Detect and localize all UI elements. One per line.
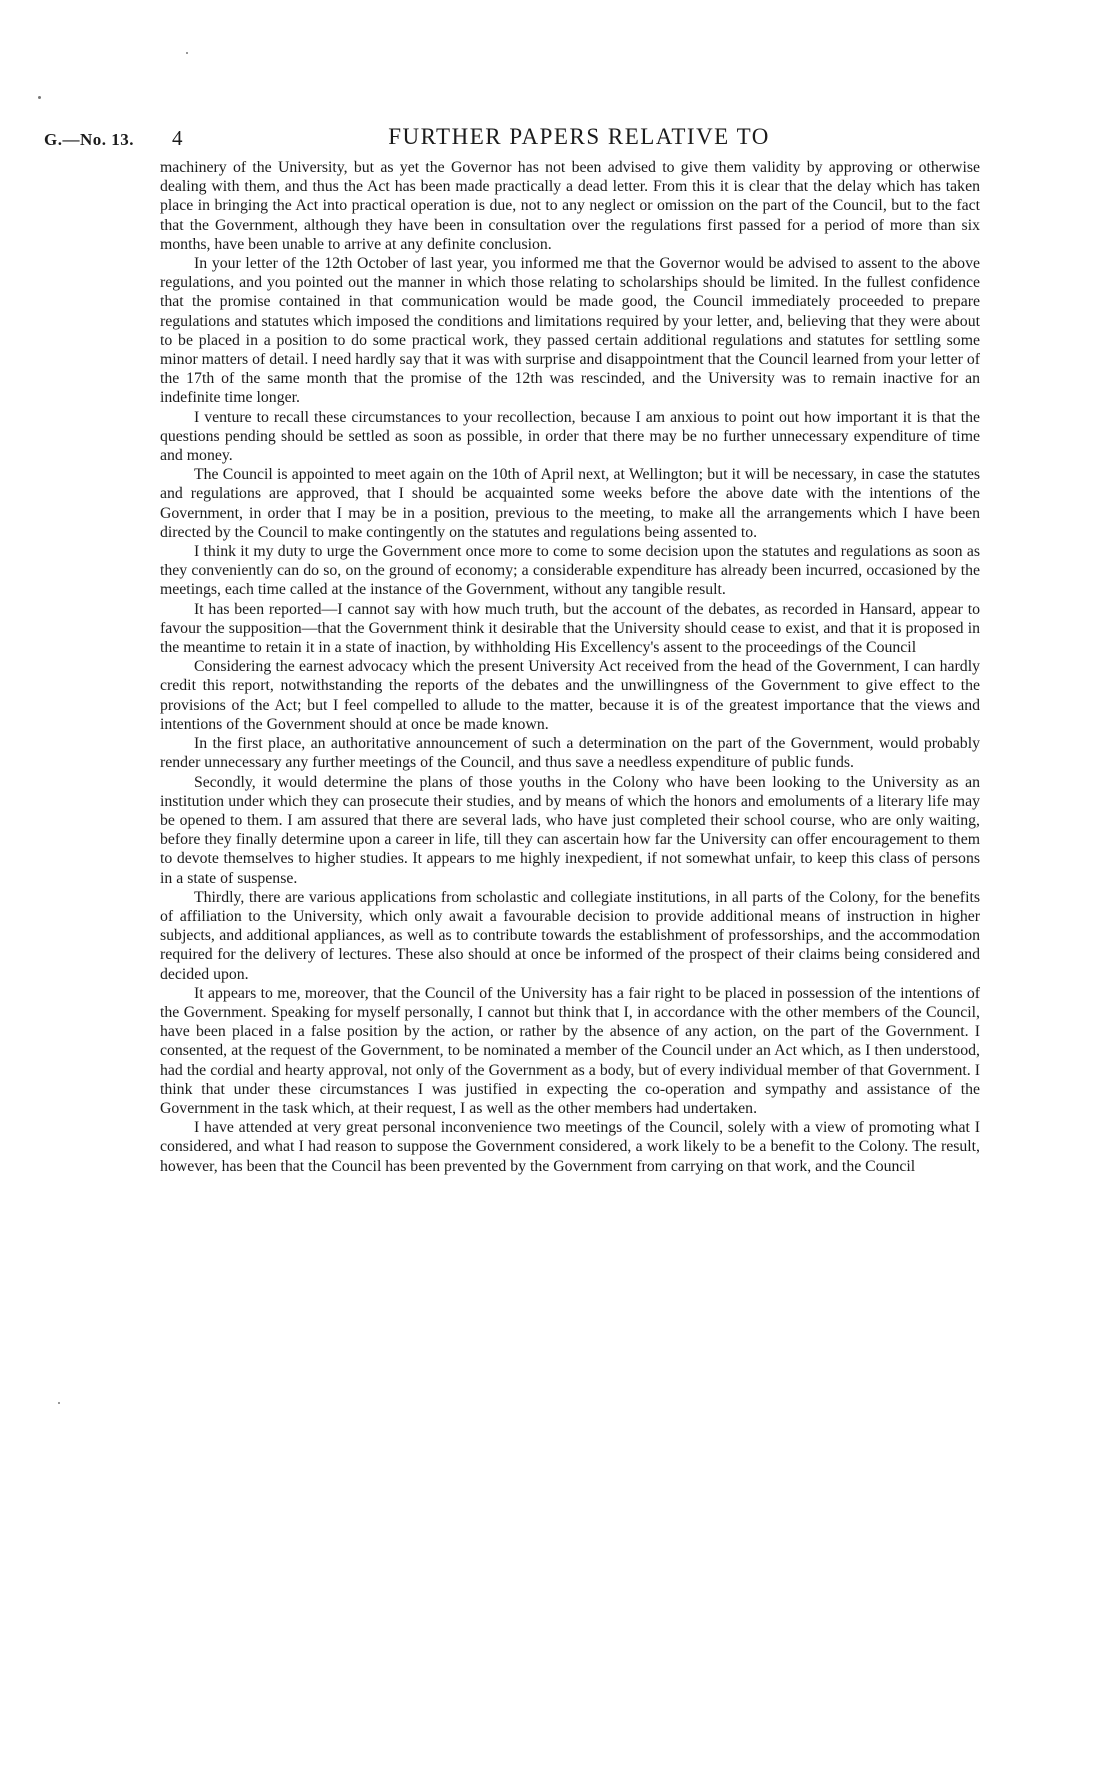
paragraph-4: The Council is appointed to meet again on the 10th of April next, at Wellington; but it will be necessary, in case the statutes and regulations are approved, that I should be acquainted some weeks before the above date with the intentions of the Government, in order that I may be in a position, previous to the meeting, to make all the arrangements which I have been directed by the Council to make contingently on the statutes and regulations being assented to. (160, 466, 980, 541)
paper-speck (38, 96, 41, 99)
paragraph-8: In the first place, an authoritative announcement of such a determination on the part of the Government, would probably render unnecessary any further meetings of the Council, and thus save a needless expenditure of public funds. (160, 735, 980, 772)
paragraph-6: It has been reported—I cannot say with how much truth, but the account of the debates, as recorded in Hansard, appear to favour the supposition—that the Government think it desirable that the University should cease to exist, and that it is proposed in the meantime to retain it in a state of inaction, by withholding His Excellency's assent to the proceedings of the Council (160, 600, 980, 657)
document-reference: G.—No. 13. (44, 130, 134, 149)
paragraph-1: machinery of the University, but as yet the Governor has not been advised to give them validity by approving or otherwise dealing with them, and thus the Act has been made practically a dead letter. From this it is clear that the delay which has taken place in bringing the Act into practical operation is due, not to any neglect or omission on the part of the Council, but to the fact that the Government, although they have been in consultation over the regulations first passed for a period of more than six months, have been unable to arrive at any definite conclusion. (160, 159, 980, 253)
paragraph-12: I have attended at very great personal inconvenience two meetings of the Council, solely with a view of promoting what I considered, and what I had reason to suppose the Government considered, a work likely to be a benefit to the Colony. The result, however, has been that the Council has been prevented by the Government from carrying on that work, and the Council (160, 1119, 980, 1175)
paragraph-3: I venture to recall these circumstances to your recollection, because I am anxious to point out how important it is that the questions pending should be settled as soon as possible, in order that there may be no further unnecessary expenditure of time and money. (160, 408, 980, 465)
paragraph-7: Considering the earnest advocacy which the present University Act received from the head of the Government, I can hardly credit this report, notwithstanding the reports of the debates and the unwillingness of the Government to give effect to the provisions of the Act; but I feel compelled to allude to the matter, because it is of the greatest importance that the views and intentions of the Government should at once be made known. (160, 658, 980, 733)
paragraph-9: Secondly, it would determine the plans of those youths in the Colony who have been looking to the University as an institution under which they can prosecute their studies, and by means of which the honors and emoluments of a literary life may be opened to them. I am assured that there are several lads, who have just completed their school course, who are only waiting, before they finally determine upon a career in life, till they can ascertain how far the University can offer encouragement to them to devote themselves to higher studies. It appears to me highly inexpedient, if not somewhat unfair, to keep this class of persons in a state of suspense. (160, 773, 980, 887)
paragraph-11: It appears to me, moreover, that the Council of the University has a fair right to be placed in possession of the intentions of the Government. Speaking for myself personally, I cannot but think that I, in accordance with the other members of the Council, have been placed in a false position by the action, or rather by the absence of any action, on the part of the Government. I consented, at the request of the Government, to be nominated a member of the Council under an Act which, as I then understood, had the cordial and hearty approval, not only of the Government as a body, but of every individual member of that Government. I think that under these circumstances I was justified in expecting the co-operation and sympathy and assistance of the Government in the task which, at their request, I as well as the other members had undertaken. (160, 984, 980, 1117)
running-title: FURTHER PAPERS RELATIVE TO (388, 124, 770, 149)
paragraph-5: I think it my duty to urge the Government once more to come to some decision upon the statutes and regulations as soon as they conveniently can do so, on the ground of economy; a considerable expenditure has already been incurred, occasioned by the meetings, each time called at the instance of the Government, without any tangible result. (160, 543, 980, 599)
paper-speck (58, 1402, 60, 1404)
page-number: 4 (172, 126, 183, 150)
paragraph-2: In your letter of the 12th October of last year, you informed me that the Governor would be advised to assent to the above regulations, and you pointed out the manner in which those relating to scholarships should be limited. In the fullest confidence that the promise contained in that communication would be made good, the Council immediately proceeded to prepare regulations and statutes which imposed the conditions and limitations required by your letter, and, believing that they were about to be placed in a position to do some practical work, they passed certain additional regulations and statutes for settling some minor matters of detail. I need hardly say that it was with surprise and disappointment that the Council learned from your letter of the 17th of the same month that the promise of the 12th was rescinded, and the University was to remain inactive for an indefinite time longer. (160, 255, 980, 407)
paragraph-10: Thirdly, there are various applications from scholastic and collegiate institutions, in all parts of the Colony, for the benefits of affiliation to the University, which only await a favourable decision to provide additional means of instruction in higher subjects, and additional appliances, as well as to contribute towards the establishment of professorships, and the accommodation required for the delivery of lectures. These also should at once be informed of the prospect of their claims being considered and decided upon. (160, 888, 980, 983)
body-text (160, 158, 980, 1176)
paper-speck (186, 52, 188, 54)
